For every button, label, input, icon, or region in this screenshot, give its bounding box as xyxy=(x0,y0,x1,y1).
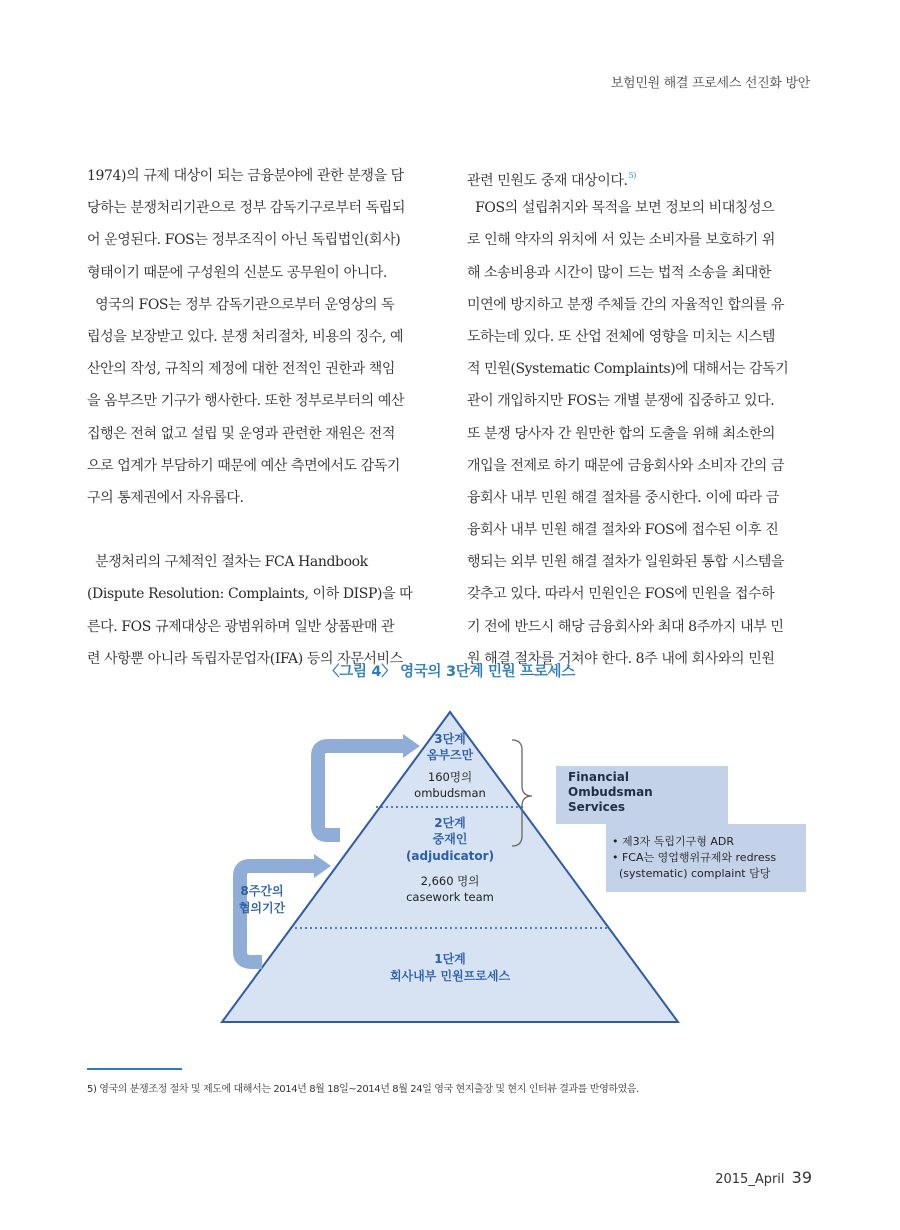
lower-arrow-head-icon xyxy=(314,854,331,878)
tier3-count: 160명의 xyxy=(427,770,473,784)
body-line: 분쟁처리의 구체적인 절차는 FCA Handbook xyxy=(87,554,368,571)
footnote-divider xyxy=(87,1068,182,1070)
body-line: 형태이기 때문에 구성원의 신분도 공무원이 아니다. xyxy=(87,264,387,281)
body-line: 련 사항뿐 아니라 독립자문업자(IFA) 등의 자문서비스 xyxy=(87,650,403,667)
body-line: 립성을 보장받고 있다. 분쟁 처리절차, 비용의 징수, 예 xyxy=(87,328,404,345)
upper-arrow-head-icon xyxy=(403,734,420,758)
three-tier-process-diagram xyxy=(0,690,900,1040)
tier1-title: 1단계 xyxy=(434,952,466,966)
body-line: 해 소송비용과 시간이 많이 드는 법적 소송을 최대한 xyxy=(467,264,771,281)
tier2-english: (adjudicator) xyxy=(405,849,495,863)
body-line: 융회사 내부 민원 해결 절차를 중시한다. 이에 따라 금 xyxy=(467,489,780,506)
body-line: 1974)의 규제 대상이 되는 금융분야에 관한 분쟁을 담 xyxy=(87,168,404,184)
body-line: 산안의 작성, 규칙의 제정에 대한 전적인 권한과 책임 xyxy=(87,361,396,378)
tier3-title: 3단계 xyxy=(434,732,466,746)
body-left-column xyxy=(87,160,432,675)
body-line: 갖추고 있다. 따라서 민원인은 FOS에 민원을 접수하 xyxy=(467,586,775,603)
running-header: 보험민원 해결 프로세스 선진화 방안 xyxy=(610,76,810,91)
body-line: FOS의 설립취지와 목적을 보면 정보의 비대칭성으 xyxy=(467,200,775,217)
footnote-text: 5) 영국의 분쟁조정 절차 및 제도에 대해서는 2014년 8월 18일~2014년 8월 24일 영국 현지출장 및 현지 인터뷰 결과를 반영하였음. xyxy=(87,1084,639,1095)
page-number: 39 xyxy=(791,1168,812,1187)
body-line: 어 운영된다. FOS는 정부조직이 아닌 독립법인(회사) xyxy=(87,232,401,249)
body-line: 기 전에 반드시 해당 금융회사와 최대 8주까지 내부 민 xyxy=(467,618,784,635)
page-footer xyxy=(715,1168,812,1187)
body-line: 융회사 내부 민원 해결 절차와 FOS에 접수된 이후 진 xyxy=(467,522,779,539)
body-line: 집행은 전혀 없고 설립 및 운영과 관련한 재원은 전적 xyxy=(87,425,396,442)
footnote-reference[interactable]: 5) xyxy=(628,171,636,180)
fos-box-line: Services xyxy=(568,800,626,814)
body-line: 개입을 전제로 하기 때문에 금융회사와 소비자 간의 금 xyxy=(467,457,785,474)
body-line: 로 인해 약자의 위치에 서 있는 소비자를 보호하기 위 xyxy=(467,232,776,249)
tier2-title: 2단계 xyxy=(434,816,466,830)
body-line: 영국의 FOS는 정부 감독기관으로부터 운영상의 독 xyxy=(87,296,395,313)
body-line: 관이 개입하지만 FOS는 개별 분쟁에 집중하고 있다. xyxy=(467,393,775,410)
fos-box-line: Ombudsman xyxy=(568,785,653,799)
body-line: 른다. FOS 규제대상은 광범위하며 일반 상품판매 관 xyxy=(87,618,395,635)
body-line: 미연에 방지하고 분쟁 주체들 간의 자율적인 합의를 유 xyxy=(467,296,785,313)
paragraph-gap xyxy=(87,514,432,546)
tier2-count: 2,660 명의 xyxy=(420,874,480,888)
body-line-with-footnote xyxy=(467,160,812,192)
body-right-column xyxy=(467,160,812,675)
fos-bullet: (systematic) complaint 담당 xyxy=(612,867,771,880)
body-line: 도하는데 있다. 또 산업 전체에 영향을 미치는 시스템 xyxy=(467,328,776,345)
tier2-role: casework team xyxy=(406,890,494,904)
tier3-subtitle: 옴부즈만 xyxy=(426,748,474,762)
period-label: 8주간의 xyxy=(240,884,284,898)
body-line: 을 옴부즈만 기구가 행사한다. 또한 정부로부터의 예산 xyxy=(87,393,405,410)
tier2-subtitle: 중재인 xyxy=(432,832,468,846)
body-line: 으로 업계가 부담하기 때문에 예산 측면에서도 감독기 xyxy=(87,457,401,474)
issue-label: 2015_April xyxy=(715,1172,785,1187)
fos-bullet: • 제3자 독립기구형 ADR xyxy=(612,835,734,848)
body-line: 당하는 분쟁처리기관으로 정부 감독기구로부터 독립되 xyxy=(87,200,406,217)
body-text: 관련 민원도 중재 대상이다. xyxy=(467,173,628,189)
body-line: 적 민원(Systematic Complaints)에 대해서는 감독기 xyxy=(467,361,789,378)
body-line: 행되는 외부 민원 해결 절차가 일원화된 통합 시스템을 xyxy=(467,554,785,571)
body-line: 구의 통제권에서 자유롭다. xyxy=(87,489,244,506)
tier1-subtitle: 회사내부 민원프로세스 xyxy=(389,969,511,983)
body-line: 원 해결 절차를 거쳐야 한다. 8주 내에 회사와의 민원 xyxy=(467,650,775,667)
fos-box-line: Financial xyxy=(568,770,629,784)
figure-caption: 〈그림 4〉 영국의 3단계 민원 프로세스 xyxy=(325,664,575,680)
body-line: (Dispute Resolution: Complaints, 이하 DISP)을 따 xyxy=(87,586,413,603)
fos-bullet: • FCA는 영업행위규제와 redress xyxy=(612,851,777,864)
body-line: 또 분쟁 당사자 간 원만한 합의 도출을 위해 최소한의 xyxy=(467,425,776,442)
tier3-role: ombudsman xyxy=(414,786,486,800)
period-label-2: 협의기간 xyxy=(238,901,286,915)
